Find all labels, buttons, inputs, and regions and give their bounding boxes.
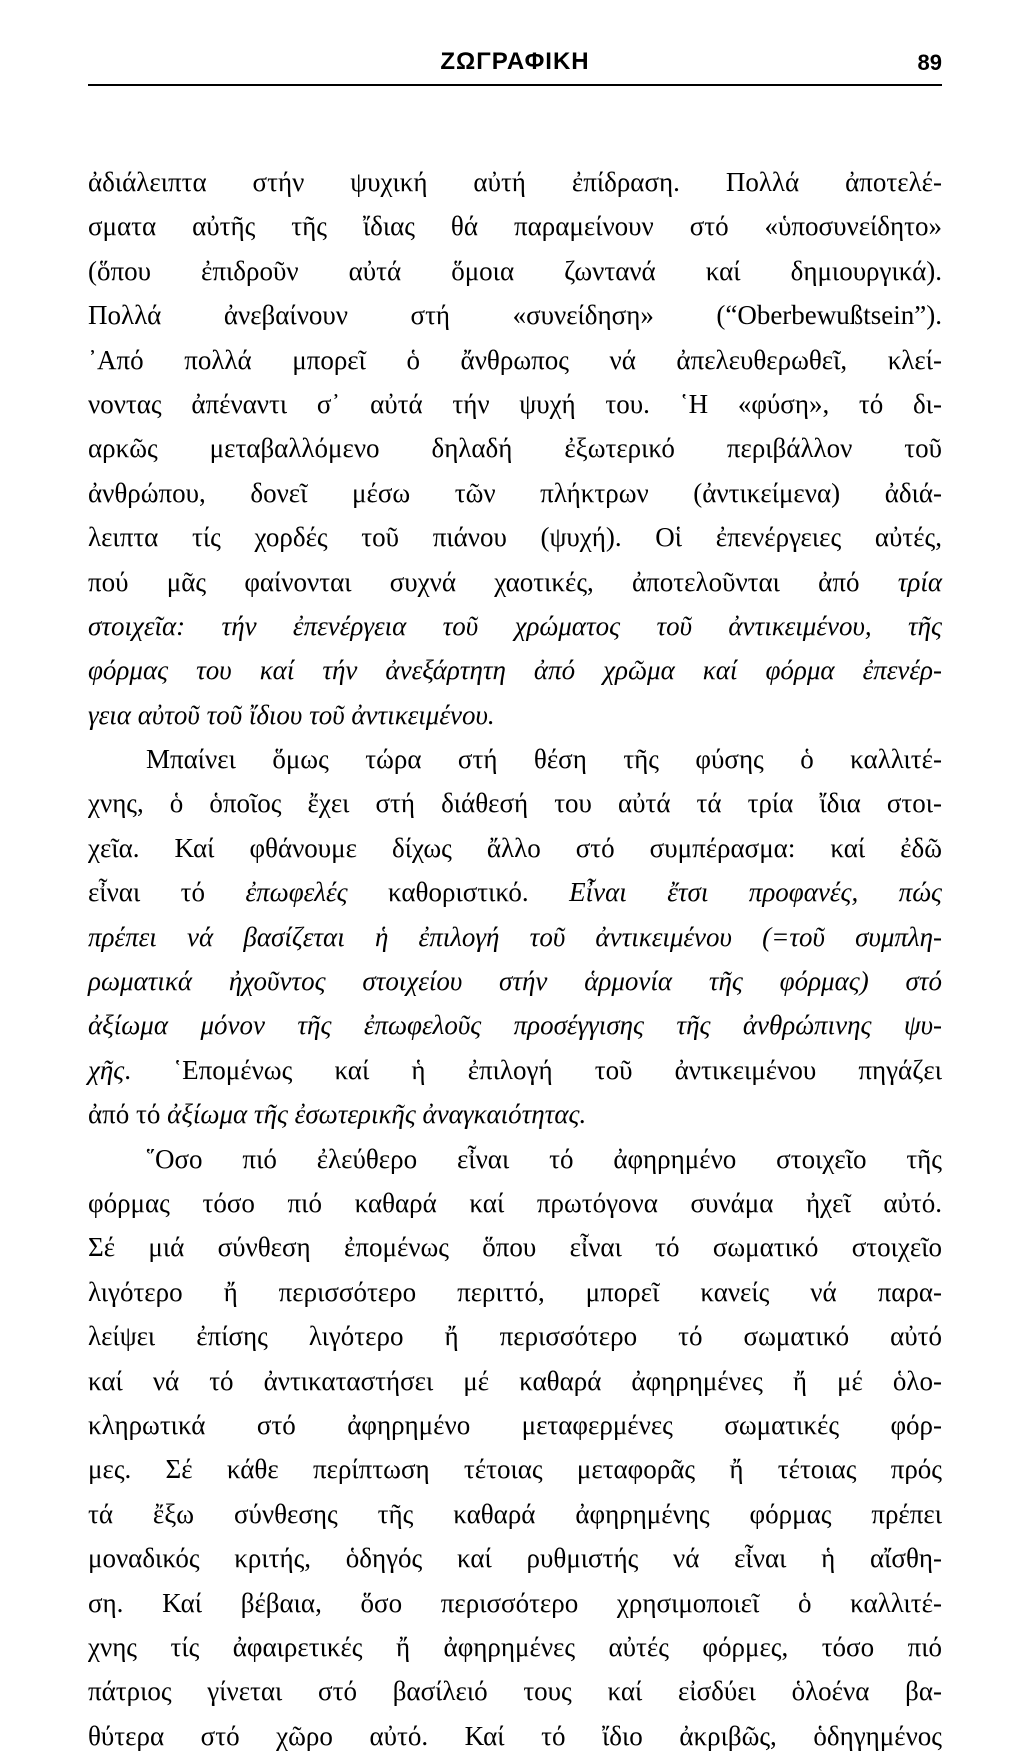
text-run: κληρωτικά στό ἀφηρημένο μεταφερμένες σωματικές φόρ- — [88, 1409, 942, 1440]
text-line — [88, 737, 942, 781]
text-line — [88, 648, 942, 692]
text-line — [88, 781, 942, 825]
text-line — [88, 1581, 942, 1625]
text-run: χεῖα. Καί φθάνουμε δίχως ἄλλο στό συμπέρασμα: καί ἐδῶ — [88, 832, 942, 863]
text-line — [88, 204, 942, 248]
text-line — [88, 1492, 942, 1536]
text-line — [88, 382, 942, 426]
running-header — [88, 44, 942, 86]
text-line — [88, 1181, 942, 1225]
italic-text: στοιχεῖα: τήν ἐπενέργεια τοῦ χρώματος τοῦ ἀντικειμένου, τῆς — [88, 610, 942, 641]
text-run: πού μᾶς φαίνονται συχνά χαοτικές, ἀποτελοῦνται ἀπό — [88, 566, 898, 597]
text-line — [88, 515, 942, 559]
text-run: ση. Καί βέβαια, ὅσο περισσότερο χρησιμοποιεῖ ὁ καλλιτέ- — [88, 1587, 942, 1618]
text-line — [88, 160, 942, 204]
text-line — [88, 1048, 942, 1092]
text-run: τά ἔξω σύνθεσης τῆς καθαρά ἀφηρημένης φόρμας πρέπει — [88, 1498, 942, 1529]
text-line — [88, 604, 942, 648]
text-run: λειπτα τίς χορδές τοῦ πιάνου (ψυχή). Οἱ ἐπενέργειες αὐτές, — [88, 522, 942, 553]
italic-text: Εἶναι ἔτσι προφανές, πώς — [569, 877, 942, 908]
text-run: μοναδικός κριτής, ὁδηγός καί ρυθμιστής νά εἶναι ἡ αἴσθη- — [88, 1543, 942, 1574]
text-run: εἶναι τό — [88, 877, 246, 908]
text-run: μες. Σέ κάθε περίπτωση τέτοιας μεταφορᾶς ἤ τέτοιας πρός — [88, 1454, 942, 1485]
italic-text: τρία — [897, 566, 942, 597]
text-line — [88, 1092, 942, 1136]
text-line — [88, 471, 942, 515]
text-line — [88, 293, 942, 337]
text-run: ἀδιάλειπτα στήν ψυχική αὐτή ἐπίδραση. Πολλά ἀποτελέ- — [88, 167, 942, 197]
text-line — [88, 693, 942, 737]
text-run: ῞Οσο πιό ἐλεύθερο εἶναι τό ἀφηρημένο στοιχεῖο τῆς — [146, 1143, 942, 1174]
text-run: πάτριος γίνεται στό βασίλειό τους καί εἰσδύει ὁλοένα βα- — [88, 1676, 942, 1707]
italic-text: ἀξίωμα τῆς ἐσωτερικῆς ἀναγκαιότητας. — [167, 1099, 587, 1130]
text-line — [88, 338, 942, 382]
italic-text: ἀξίωμα μόνον τῆς ἐπωφελοῦς προσέγγισης τῆς ἀνθρώπινης ψυ- — [88, 1010, 942, 1041]
text-line — [88, 1536, 942, 1580]
text-line — [88, 1625, 942, 1669]
text-run: χνης, ὁ ὁποῖος ἔχει στή διάθεσή του αὐτά τά τρία ἴδια στοι- — [88, 788, 942, 819]
italic-text: φόρμας του καί τήν ἀνεξάρτητη ἀπό χρῶμα καί φόρμα ἐπενέρ- — [88, 655, 942, 686]
text-run: λιγότερο ἤ περισσότερο περιττό, μπορεῖ κανείς νά παρα- — [88, 1276, 942, 1307]
text-line — [88, 959, 942, 1003]
text-line — [88, 426, 942, 470]
text-run: φόρμας τόσο πιό καθαρά καί πρωτόγονα συνάμα ἠχεῖ αὐτό. — [88, 1187, 942, 1218]
text-run: καί νά τό ἀντικαταστήσει μέ καθαρά ἀφηρημένες ἤ μέ ὁλο- — [88, 1365, 942, 1396]
page-number: 89 — [917, 50, 942, 75]
text-line — [88, 1003, 942, 1047]
text-run: καθοριστικό. — [347, 877, 570, 908]
text-line — [88, 1669, 942, 1713]
text-run: Μπαίνει ὅμως τώρα στή θέση τῆς φύσης ὁ καλλιτέ- — [146, 744, 942, 775]
italic-text: χῆς — [88, 1054, 125, 1085]
text-run: θύτερα στό χῶρο αὐτό. Καί τό ἴδιο ἀκριβῶς, ὁδηγημένος — [88, 1720, 942, 1751]
body-text — [88, 160, 942, 1758]
text-run: ᾿Από πολλά μπορεῖ ὁ ἄνθρωπος νά ἀπελευθερωθεῖ, κλεί- — [88, 344, 942, 375]
text-line — [88, 1359, 942, 1403]
text-run: (ὅπου ἐπιδροῦν αὐτά ὅμοια ζωντανά καί δημιουργικά). — [88, 255, 942, 286]
text-run: χνης τίς ἀφαιρετικές ἤ ἀφηρημένες αὐτές φόρμες, τόσο πιό — [88, 1631, 942, 1662]
text-line — [88, 1314, 942, 1358]
running-title: ΖΩΓΡΑΦΙΚΗ — [440, 48, 590, 75]
italic-text: πρέπει νά βασίζεται ἡ ἐπιλογή τοῦ ἀντικειμένου (=τοῦ συμπλη- — [88, 921, 942, 952]
italic-text: ρωματικά ἠχοῦντος στοιχείου στήν ἁρμονία τῆς φόρμας) στό — [88, 966, 942, 997]
text-line — [88, 249, 942, 293]
text-run: λείψει ἐπίσης λιγότερο ἤ περισσότερο τό σωματικό αὐτό — [88, 1321, 942, 1352]
text-line — [88, 1403, 942, 1447]
text-run: Πολλά ἀνεβαίνουν στή «συνείδηση» (“Oberbewußtsein”). — [88, 300, 942, 331]
text-line — [88, 1447, 942, 1491]
italic-text: ἐπωφελές — [245, 877, 348, 908]
italic-text: γεια αὐτοῦ τοῦ ἴδιου τοῦ ἀντικειμένου. — [88, 699, 495, 730]
text-run: αρκῶς μεταβαλλόμενο δηλαδή ἐξωτερικό περιβάλλον τοῦ — [88, 433, 942, 464]
text-line — [88, 1714, 942, 1758]
text-run: σματα αὐτῆς τῆς ἴδιας θά παραμείνουν στό «ὑποσυνείδητο» — [88, 211, 942, 242]
text-line — [88, 1270, 942, 1314]
text-line — [88, 1137, 942, 1181]
text-line — [88, 870, 942, 914]
text-run: . ῾Επομένως καί ἡ ἐπιλογή τοῦ ἀντικειμένου πηγάζει — [124, 1054, 942, 1085]
text-run: ἀπό τό — [88, 1099, 168, 1130]
text-line — [88, 915, 942, 959]
text-run: ἀνθρώπου, δονεῖ μέσω τῶν πλήκτρων (ἀντικείμενα) ἀδιά- — [88, 477, 942, 508]
text-line — [88, 560, 942, 604]
text-run: νοντας ἀπέναντι σ᾿ αὐτά τήν ψυχή του. ῾Η «φύση», τό δι- — [88, 388, 942, 419]
text-run: Σέ μιά σύνθεση ἐπομένως ὅπου εἶναι τό σωματικό στοιχεῖο — [88, 1232, 942, 1263]
text-line — [88, 1225, 942, 1269]
text-line — [88, 826, 942, 870]
